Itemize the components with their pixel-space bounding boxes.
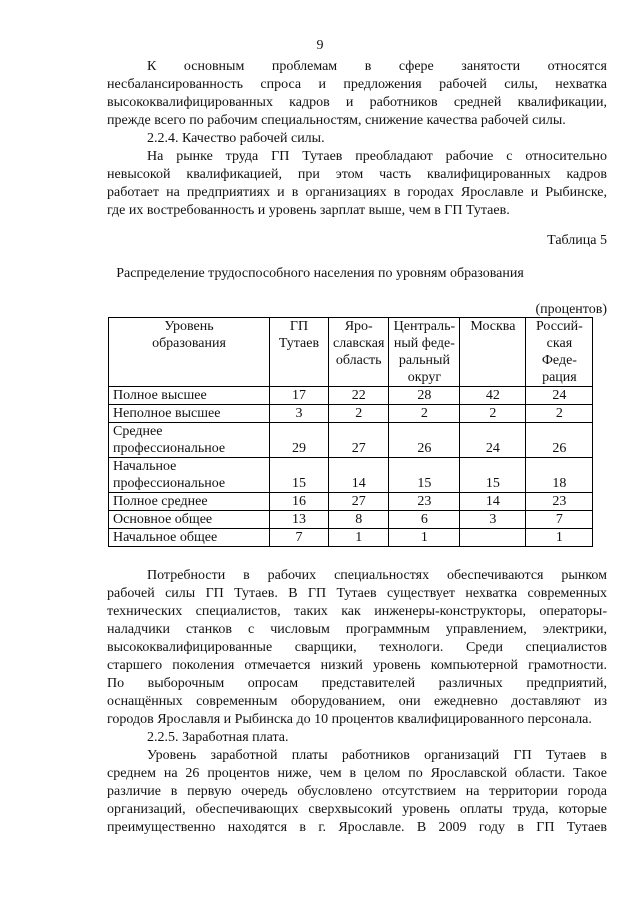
header-russian-federation: Россий- ская Феде- рация <box>526 318 593 387</box>
page-number: 9 <box>316 38 324 53</box>
table-cell: 14 <box>329 458 389 493</box>
header-moscow: Москва <box>460 318 526 387</box>
table-cell: 3 <box>460 511 526 529</box>
table-cell: 17 <box>270 387 329 405</box>
text-line: прежде всего по рабочим специальностям, снижение качества рабочей силы. <box>107 113 566 128</box>
table-title: Распределение трудоспособного населения по уровням образования <box>116 266 524 281</box>
table-cell: 22 <box>329 387 389 405</box>
paragraph-workforce-needs <box>107 567 607 729</box>
table-cell: 15 <box>460 458 526 493</box>
table-cell: 2 <box>460 405 526 423</box>
table-cell: 1 <box>526 529 593 547</box>
table-cell: 16 <box>270 493 329 511</box>
text-line: На рынке труда ГП Тутаев преобладают рабочие с относительно <box>147 149 607 164</box>
text-line: технических специалистов, таких как инженеры-конструкторы, операторы- <box>107 604 607 619</box>
text-line: Уровень заработной платы работников организаций ГП Тутаев в <box>147 748 607 763</box>
table-number: Таблица 5 <box>547 233 607 248</box>
table-cell: 42 <box>460 387 526 405</box>
table-row <box>109 405 593 423</box>
row-label: Начальное профессиональное <box>109 458 270 493</box>
text-line: рабочей силы ГП Тутаев. В ГП Тутаев существует нехватка современных <box>107 586 607 601</box>
text-line: организаций, обеспечивающих сверхвысокий уровень оплаты труда, которые <box>107 802 607 817</box>
text-line: невысокой квалификацией, при этом часть квалифицированных кадров <box>107 167 607 182</box>
table-header-row <box>109 318 593 387</box>
header-central-district: Централь- ный феде- ральный округ <box>389 318 460 387</box>
table-cell: 26 <box>526 423 593 458</box>
table-cell: 3 <box>270 405 329 423</box>
table-cell: 2 <box>389 405 460 423</box>
text-line: К основным проблемам в сфере занятости относятся <box>147 59 607 74</box>
table-cell: 27 <box>329 423 389 458</box>
text-line: высококвалифицированных кадров и работников средней квалификации, <box>107 95 607 110</box>
table-row <box>109 529 593 547</box>
table-cell: 18 <box>526 458 593 493</box>
section-heading-2-2-5: 2.2.5. Заработная плата. <box>147 730 289 745</box>
table-cell: 1 <box>389 529 460 547</box>
row-label: Полное высшее <box>109 387 270 405</box>
row-label: Среднее профессиональное <box>109 423 270 458</box>
text-line: Потребности в рабочих специальностях обеспечиваются рынком <box>147 568 607 583</box>
text-line: оснащённых современным оборудованием, они ежедневно доставляют из <box>107 694 607 709</box>
text-line: городов Ярославля и Рыбинска до 10 процентов квалифицированного персонала. <box>107 712 592 727</box>
text-line: несбалансированность спроса и предложения рабочей силы, нехватка <box>107 77 607 92</box>
table-cell: 13 <box>270 511 329 529</box>
table-cell: 2 <box>526 405 593 423</box>
table-cell: 2 <box>329 405 389 423</box>
paragraph-wages <box>107 747 607 837</box>
text-line: различие в первую очередь обусловлено отсутствием на территории города <box>107 784 607 799</box>
table-cell: 15 <box>270 458 329 493</box>
section-heading-2-2-4: 2.2.4. Качество рабочей силы. <box>147 131 325 146</box>
table-cell: 1 <box>329 529 389 547</box>
paragraph-employment-problems <box>107 58 607 130</box>
header-education-level: Уровень образования <box>109 318 270 387</box>
table-cell: 6 <box>389 511 460 529</box>
header-gp-tutaev: ГП Тутаев <box>270 318 329 387</box>
table-row <box>109 458 593 493</box>
text-line: наладчики станков с числовым программным управлением, электрики, <box>107 622 607 637</box>
text-line: среднем на 26 процентов ниже, чем в целом по Ярославской области. Такое <box>107 766 607 781</box>
text-line: где их востребованность и уровень зарплат выше, чем в ГП Тутаев. <box>107 203 510 218</box>
table-cell: 24 <box>460 423 526 458</box>
text-line: По выборочным опросам представителей различных предприятий, <box>107 676 607 691</box>
table-row <box>109 511 593 529</box>
table-cell: 24 <box>526 387 593 405</box>
table-cell: 15 <box>389 458 460 493</box>
table-cell: 8 <box>329 511 389 529</box>
table-cell: 29 <box>270 423 329 458</box>
header-yaroslavl-region: Яро- славская область <box>329 318 389 387</box>
row-label: Начальное общее <box>109 529 270 547</box>
table-row <box>109 493 593 511</box>
row-label: Основное общее <box>109 511 270 529</box>
education-distribution-table <box>108 317 593 547</box>
table-unit: (процентов) <box>535 302 607 317</box>
table-cell: 27 <box>329 493 389 511</box>
table-row <box>109 387 593 405</box>
paragraph-labor-quality <box>107 148 607 220</box>
table-cell: 26 <box>389 423 460 458</box>
table-cell: 14 <box>460 493 526 511</box>
text-line: работает на предприятиях и в организациях в городах Ярославле и Рыбинске, <box>107 185 607 200</box>
row-label: Полное среднее <box>109 493 270 511</box>
row-label: Неполное высшее <box>109 405 270 423</box>
table-cell: 28 <box>389 387 460 405</box>
table-cell: 7 <box>270 529 329 547</box>
text-line: старшего поколения отмечается низкий уровень компьютерной грамотности. <box>107 658 607 673</box>
table-cell: 23 <box>389 493 460 511</box>
table-cell: 23 <box>526 493 593 511</box>
text-line: высококвалифицированные сварщики, технологи. Среди специалистов <box>107 640 607 655</box>
table-cell <box>460 529 526 547</box>
table-row <box>109 423 593 458</box>
table-cell: 7 <box>526 511 593 529</box>
text-line: преимущественно находятся в г. Ярославле. В 2009 году в ГП Тутаев <box>107 820 607 835</box>
